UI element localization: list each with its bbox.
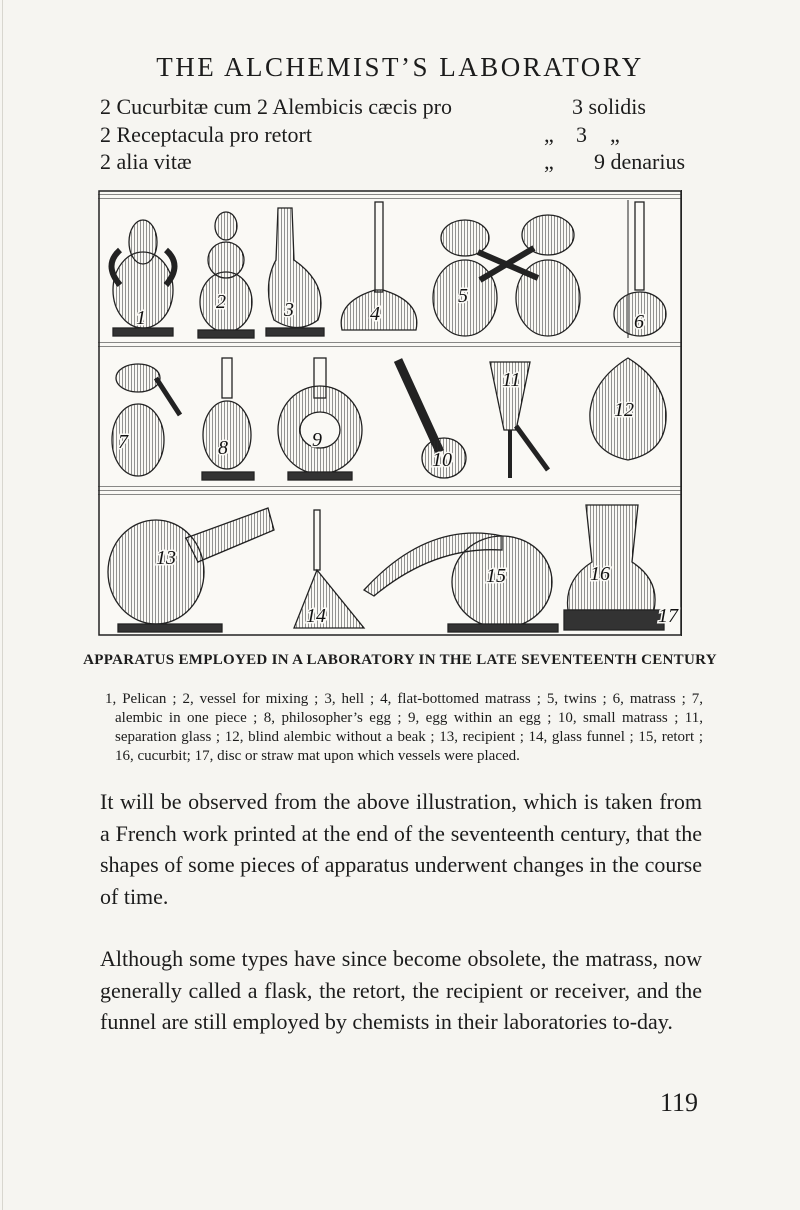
ledger-price: 9 denarius (594, 149, 686, 174)
running-header: THE ALCHEMIST’S LABORATORY (156, 52, 644, 82)
figure-label: 17 (658, 605, 678, 627)
figure-label: 16 (590, 563, 610, 585)
figure-label: 7 (118, 431, 128, 453)
figure-label: 1 (136, 307, 146, 329)
figure-label: 5 (458, 285, 468, 307)
figure-label: 14 (306, 605, 326, 627)
ledger-item: 2 Receptacula pro retort (100, 122, 312, 147)
ledger-item: 2 alia vitæ (100, 149, 192, 174)
body-paragraph-2: Although some types have since become obsolete, the matrass, now generally called a flask, the retort, the recipient or receiver, and the funnel are still employed by chemists in their laboratories to-day. (100, 946, 702, 1034)
body-paragraph-1: It will be observed from the above illustration, which is taken from a French work printed at the end of the seventeenth century, that the shapes of some pieces of apparatus underwent changes in the course of time. (100, 789, 702, 909)
vessel-17-straw-mat (564, 610, 664, 630)
figure-label: 9 (312, 429, 322, 451)
figure-label: 8 (218, 437, 228, 459)
ledger-line-3 (100, 149, 700, 179)
figure-label: 11 (502, 369, 521, 391)
figure-label: 3 (284, 299, 294, 321)
ledger-line-2 (100, 122, 700, 152)
ledger-ditto: „ (544, 149, 554, 174)
figure-caption-body: 1, Pelican ; 2, vessel for mixing ; 3, hell ; 4, flat-bottomed matrass ; 5, twins ; 6, matrass ; 7, alembic in one piece ; 8, philosopher’s egg ; 9, egg within an egg ; 10, small matrass ; 11, separation glass ; 12, blind alembic without a beak ; 13, recipient ; 14, glass funnel ; 15, retort ; 16, cucurbit; 17, disc or straw mat upon which vessels were placed. (105, 691, 703, 764)
ledger-line-1 (100, 94, 700, 124)
figure-label: 6 (634, 311, 644, 333)
figure-label: 2 (216, 291, 226, 313)
page-margin-line (2, 0, 3, 1210)
figure-caption-title: APPARATUS EMPLOYED IN A LABORATORY IN THE LATE SEVENTEENTH CENTURY (83, 652, 717, 668)
ledger-price: 3 (576, 122, 587, 147)
page-number: 119 (660, 1088, 699, 1117)
ledger-ditto: „ (544, 122, 554, 147)
apparatus-engraving (98, 190, 682, 636)
ledger-ditto: „ (610, 122, 620, 147)
ledger-item: 2 Cucurbitæ cum 2 Alembicis cæcis pro (100, 94, 452, 119)
figure-label: 15 (486, 565, 506, 587)
figure-label: 4 (370, 303, 380, 325)
figure-label: 10 (432, 449, 452, 471)
figure-label: 12 (614, 399, 634, 421)
ledger-price: 3 solidis (572, 94, 646, 119)
figure-label: 13 (156, 547, 176, 569)
